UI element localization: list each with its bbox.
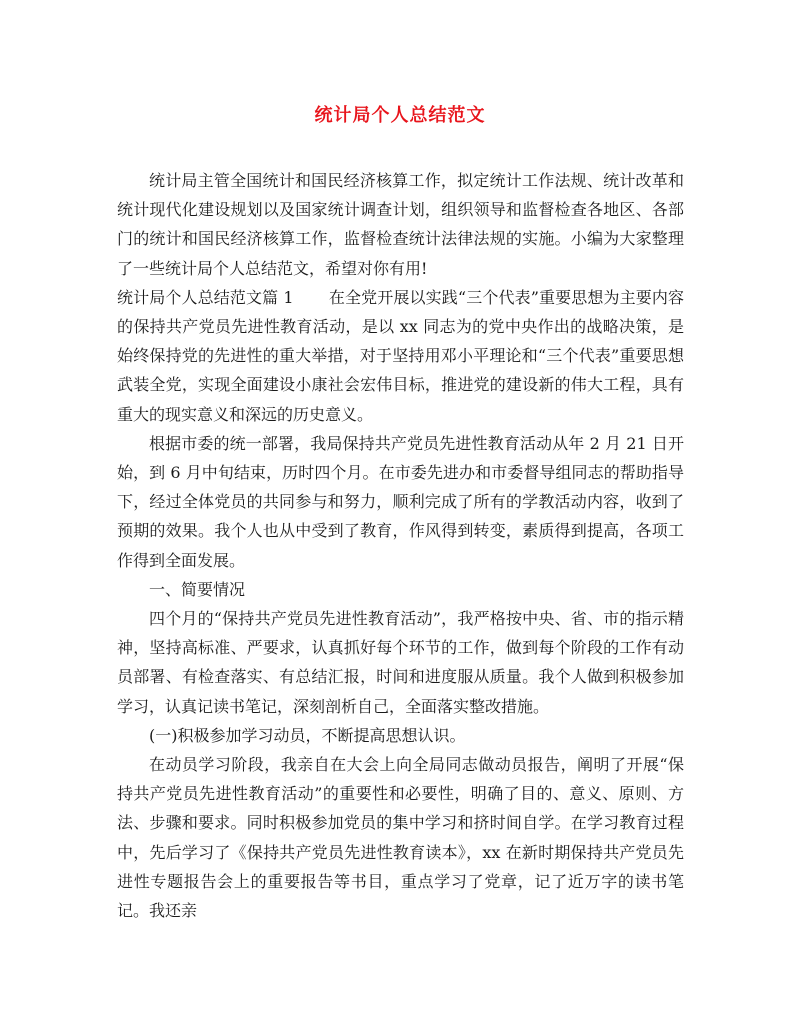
section-label: 统计局个人总结范文篇 1 bbox=[117, 287, 294, 307]
paragraph-2: 根据市委的统一部署，我局保持共产党员先进性教育活动从年 2 月 21 日开始，到 6 月中旬结束，历时四个月。在市委先进办和市委督导组同志的帮助指导下，经过全体党员的共同参与和努力，顺利完成了所有的学教活动内容，收到了预期的效果。我个人也从中受到了教育，作风得到转变，素质得到提高，各项工作得到全面发展。 bbox=[117, 433, 684, 570]
paragraph-4: 在动员学习阶段，我亲自在大会上向全局同志做动员报告，阐明了开展“保持共产党员先进性教育活动”的重要性和必要性，明确了目的、意义、原则、方法、步骤和要求。同时积极参加党员的集中学习和挤时间自学。在学习教育过程中，先后学习了《保持共产党员先进性教育读本》，xx 在新时期保持共产党员先进性专题报告会上的重要报告等书目，重点学习了党章，记了近万字的读书笔记。我还亲 bbox=[117, 755, 684, 921]
section-text: 在全党开展以实践“三个代表”重要思想为主要内容的保持共产党员先进性教育活动，是以 xx 同志为的党中央作出的战略决策，是始终保持党的先进性的重大举措，对于坚持用邓小平理论和“三个代表”重要思想武装全党，实现全面建设小康社会宏伟目标，推进党的建设新的伟大工程，具有重大的现实意义和深远的历史意义。 bbox=[117, 287, 684, 424]
paragraph-3: 四个月的“保持共产党员先进性教育活动”，我严格按中央、省、市的指示精神，坚持高标准、严要求，认真抓好每个环节的工作，做到每个阶段的工作有动员部署、有检查落实、有总结汇报，时间和进度服从质量。我个人做到积极参加学习，认真记读书笔记，深刻剖析自己，全面落实整改措施。 bbox=[117, 609, 684, 716]
document-title: 统计局个人总结范文 bbox=[314, 105, 486, 126]
intro-paragraph: 统计局主管全国统计和国民经济核算工作，拟定统计工作法规、统计改革和统计现代化建设规划以及国家统计调查计划，组织领导和监督检查各地区、各部门的统计和国民经济核算工作，监督检查统计法律法规的实施。小编为大家整理了一些统计局个人总结范文，希望对你有用! bbox=[117, 171, 684, 278]
section-paragraph bbox=[117, 283, 684, 429]
heading-brief-situation: 一、简要情况 bbox=[149, 579, 246, 599]
subheading-study-mobilization: (一)积极参加学习动员，不断提高思想认识。 bbox=[149, 725, 466, 745]
document-body bbox=[117, 166, 684, 925]
